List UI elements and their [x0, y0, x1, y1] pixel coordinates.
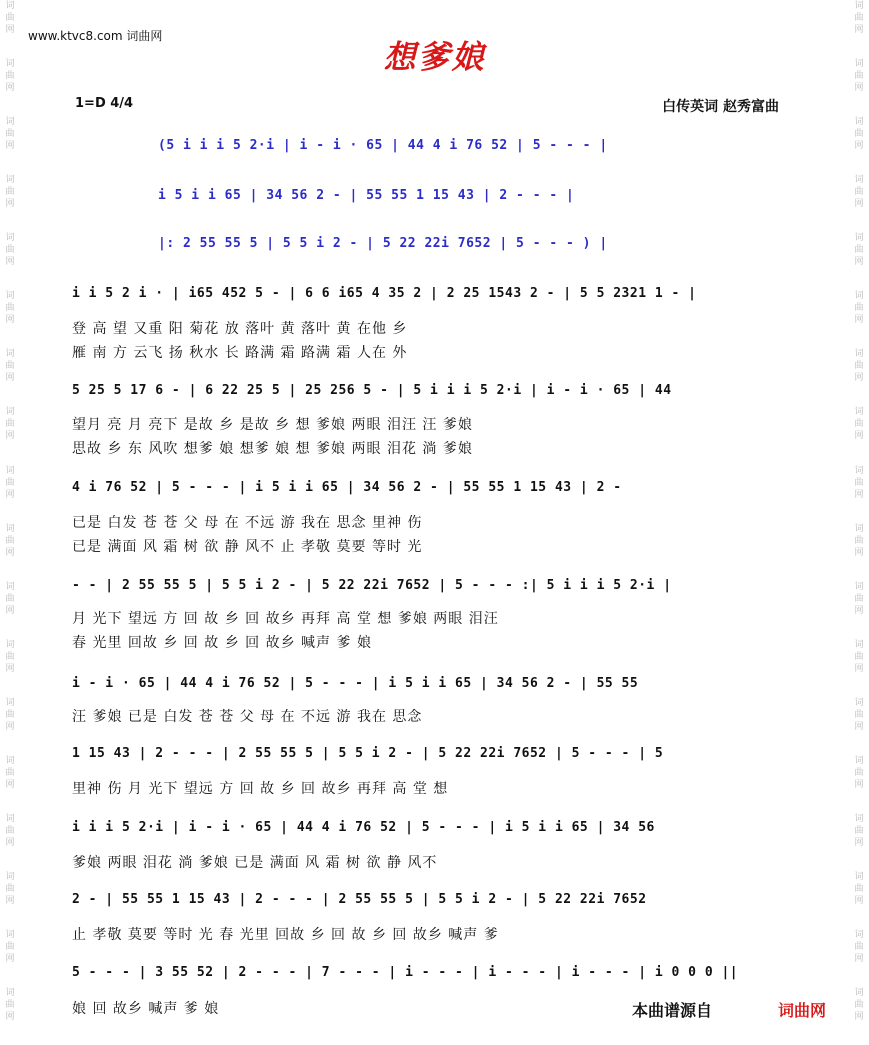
watermark-glyph: 网: [854, 315, 864, 326]
watermark-glyph: 曲: [5, 535, 15, 546]
lyrics-line: 春 光里 回故 乡 回 故 乡 回 故乡 喊声 爹 娘: [72, 635, 372, 651]
lyrics-line: 望月 亮 月 亮下 是故 乡 是故 乡 想 爹娘 两眼 泪汪 汪 爹娘: [72, 417, 473, 433]
lyrics-line: 雁 南 方 云飞 扬 秋水 长 路满 霜 路满 霜 人在 外: [72, 345, 408, 361]
watermark-glyph: 词: [5, 117, 15, 128]
watermark-glyph: 曲: [5, 651, 15, 662]
lyrics-line: 思故 乡 东 风吹 想爹 娘 想爹 娘 想 爹娘 两眼 泪花 淌 爹娘: [72, 441, 473, 457]
right-watermark-strip: [849, 0, 869, 1045]
watermark-glyph: 网: [5, 1012, 15, 1023]
watermark-glyph: 网: [854, 489, 864, 500]
lyrics-line: 登 高 望 又重 阳 菊花 放 落叶 黄 落叶 黄 在他 乡: [72, 321, 408, 337]
watermark-glyph: 曲: [5, 825, 15, 836]
watermark-glyph: 曲: [854, 535, 864, 546]
source-label: 本曲谱源自: [632, 1001, 713, 1020]
watermark-glyph: 词: [5, 755, 15, 766]
watermark-glyph: 网: [5, 199, 15, 210]
watermark-glyph: 词: [5, 407, 15, 418]
watermark-glyph: 词: [854, 349, 864, 360]
watermark-glyph: 网: [854, 373, 864, 384]
watermark-glyph: 曲: [854, 825, 864, 836]
watermark-glyph: 曲: [5, 709, 15, 720]
watermark-glyph: 网: [5, 257, 15, 268]
brand-logo-text[interactable]: 词曲网: [778, 1001, 827, 1020]
watermark-glyph: 词: [854, 871, 864, 882]
watermark-glyph: 曲: [5, 13, 15, 23]
notation-line: - - | 2 55 55 5 | 5 5 i 2 - | 5 22 22i 7652 | 5 - - - :| 5 i i i 5 2·i |: [72, 578, 672, 593]
watermark-glyph: 曲: [854, 419, 864, 430]
watermark-glyph: 曲: [854, 245, 864, 256]
watermark-glyph: 曲: [5, 187, 15, 198]
watermark-glyph: 网: [5, 954, 15, 964]
watermark-glyph: 曲: [5, 767, 15, 778]
watermark-glyph: 网: [5, 837, 15, 848]
watermark-glyph: 词: [854, 755, 864, 766]
watermark-glyph: 词: [5, 871, 15, 882]
lyrics-line: 已是 白发 苍 苍 父 母 在 不远 游 我在 思念 里神 伤: [72, 515, 423, 531]
watermark-glyph: 词: [5, 349, 15, 360]
watermark-glyph: 词: [854, 581, 864, 592]
notation-line: i i i 5 2·i | i - i · 65 | 44 4 i 76 52 | 5 - - - | i 5 i i 65 | 34 56: [72, 820, 655, 835]
watermark-glyph: 曲: [5, 942, 15, 952]
notation-line: i i 5 2 i · | i65 452 5 - | 6 6 i65 4 35 2 | 2 25 1543 2 - | 5 5 2321 1 - |: [72, 286, 697, 301]
lyrics-line: 汪 爹娘 已是 白发 苍 苍 父 母 在 不远 游 我在 思念: [72, 709, 423, 725]
watermark-glyph: 网: [854, 25, 864, 35]
notation-line: i - i · 65 | 44 4 i 76 52 | 5 - - - | i 5 i i 65 | 34 56 2 - | 55 55: [72, 676, 639, 691]
watermark-glyph: 词: [854, 233, 864, 244]
watermark-glyph: 网: [854, 547, 864, 558]
watermark-glyph: 曲: [5, 477, 15, 488]
watermark-glyph: 网: [5, 431, 15, 442]
lyrics-line: 止 孝敬 莫要 等时 光 春 光里 回故 乡 回 故 乡 回 故乡 喊声 爹: [72, 927, 499, 943]
watermark-glyph: 曲: [5, 71, 15, 82]
lyrics-line: 已是 满面 风 霜 树 欲 静 风不 止 孝敬 莫要 等时 光: [72, 539, 423, 555]
lyrics-line: 里神 伤 月 光下 望远 方 回 故 乡 回 故乡 再拜 高 堂 想: [72, 781, 449, 797]
watermark-glyph: 网: [5, 489, 15, 500]
watermark-glyph: 网: [854, 257, 864, 268]
watermark-glyph: 曲: [854, 13, 864, 23]
watermark-glyph: 词: [854, 59, 864, 70]
watermark-glyph: 词: [5, 1, 15, 11]
watermark-glyph: 词: [5, 988, 15, 999]
lyrics-line: 月 光下 望远 方 回 故 乡 回 故乡 再拜 高 堂 想 爹娘 两眼 泪汪: [72, 611, 499, 627]
watermark-glyph: 词: [5, 59, 15, 70]
watermark-glyph: 网: [854, 663, 864, 674]
watermark-glyph: 网: [5, 663, 15, 674]
watermark-glyph: 词: [854, 813, 864, 824]
song-title: 想爹娘: [383, 38, 486, 76]
watermark-glyph: 词: [854, 1, 864, 11]
song-authors: 白传英词 赵秀富曲: [662, 99, 779, 115]
left-watermark-strip: [0, 0, 20, 1045]
watermark-glyph: 曲: [5, 883, 15, 894]
watermark-glyph: 曲: [854, 187, 864, 198]
watermark-glyph: 曲: [5, 245, 15, 256]
watermark-glyph: 网: [854, 199, 864, 210]
watermark-glyph: 词: [854, 988, 864, 999]
watermark-glyph: 曲: [5, 361, 15, 372]
key-signature: 1=D 4/4: [75, 96, 134, 111]
watermark-glyph: 网: [854, 954, 864, 964]
watermark-glyph: 网: [5, 83, 15, 94]
watermark-glyph: 曲: [5, 593, 15, 604]
watermark-glyph: 词: [5, 697, 15, 708]
watermark-glyph: 网: [854, 721, 864, 732]
watermark-glyph: 网: [854, 431, 864, 442]
watermark-glyph: 网: [854, 141, 864, 152]
watermark-glyph: 曲: [854, 303, 864, 314]
watermark-glyph: 网: [854, 605, 864, 616]
watermark-glyph: 词: [854, 697, 864, 708]
intro-notation-line: i 5 i i 65 | 34 56 2 - | 55 55 1 15 43 | 2 - - - |: [158, 188, 575, 203]
watermark-glyph: 曲: [854, 129, 864, 140]
watermark-glyph: 曲: [854, 1000, 864, 1011]
watermark-glyph: 网: [5, 721, 15, 732]
site-url[interactable]: www.ktvc8.com 词曲网: [28, 29, 163, 43]
notation-line: 5 - - - | 3 55 52 | 2 - - - | 7 - - - | i - - - | i - - - | i - - - | i 0 0 0 ||: [72, 965, 739, 980]
watermark-glyph: 词: [854, 523, 864, 534]
watermark-glyph: 网: [854, 779, 864, 790]
watermark-glyph: 网: [5, 547, 15, 558]
lyrics-line: 娘 回 故乡 喊声 爹 娘: [72, 1001, 220, 1017]
watermark-glyph: 曲: [5, 303, 15, 314]
watermark-glyph: 曲: [5, 129, 15, 140]
watermark-glyph: 网: [854, 895, 864, 906]
watermark-glyph: 网: [5, 25, 15, 35]
watermark-glyph: 词: [5, 930, 15, 940]
watermark-glyph: 词: [5, 813, 15, 824]
watermark-glyph: 词: [5, 291, 15, 302]
intro-notation-line: |: 2 55 55 5 | 5 5 i 2 - | 5 22 22i 7652 | 5 - - - ) |: [158, 236, 608, 251]
watermark-glyph: 词: [854, 465, 864, 476]
watermark-glyph: 词: [5, 523, 15, 534]
intro-notation-line: (5 i i i 5 2·i | i - i · 65 | 44 4 i 76 52 | 5 - - - |: [158, 138, 608, 153]
watermark-glyph: 网: [5, 315, 15, 326]
watermark-glyph: 曲: [854, 709, 864, 720]
watermark-glyph: 词: [5, 233, 15, 244]
watermark-glyph: 词: [854, 117, 864, 128]
watermark-glyph: 词: [5, 465, 15, 476]
watermark-glyph: 曲: [854, 883, 864, 894]
watermark-glyph: 曲: [854, 71, 864, 82]
watermark-glyph: 曲: [5, 419, 15, 430]
watermark-glyph: 网: [854, 1012, 864, 1023]
notation-line: 1 15 43 | 2 - - - | 2 55 55 5 | 5 5 i 2 - | 5 22 22i 7652 | 5 - - - | 5: [72, 746, 664, 761]
watermark-glyph: 曲: [5, 1000, 15, 1011]
watermark-glyph: 网: [5, 373, 15, 384]
watermark-glyph: 词: [854, 175, 864, 186]
watermark-glyph: 网: [5, 141, 15, 152]
watermark-glyph: 词: [854, 407, 864, 418]
watermark-glyph: 词: [854, 291, 864, 302]
watermark-glyph: 词: [854, 639, 864, 650]
watermark-glyph: 词: [5, 639, 15, 650]
notation-line: 4 i 76 52 | 5 - - - | i 5 i i 65 | 34 56 2 - | 55 55 1 15 43 | 2 -: [72, 480, 622, 495]
watermark-glyph: 网: [5, 605, 15, 616]
watermark-glyph: 词: [854, 930, 864, 940]
lyrics-line: 爹娘 两眼 泪花 淌 爹娘 已是 满面 风 霜 树 欲 静 风不: [72, 855, 438, 871]
watermark-glyph: 曲: [854, 477, 864, 488]
watermark-glyph: 网: [5, 779, 15, 790]
watermark-glyph: 曲: [854, 767, 864, 778]
watermark-glyph: 网: [854, 83, 864, 94]
watermark-glyph: 词: [5, 175, 15, 186]
watermark-glyph: 网: [854, 837, 864, 848]
watermark-glyph: 词: [5, 581, 15, 592]
watermark-glyph: 曲: [854, 361, 864, 372]
watermark-glyph: 曲: [854, 593, 864, 604]
notation-line: 5 25 5 17 6 - | 6 22 25 5 | 25 256 5 - | 5 i i i 5 2·i | i - i · 65 | 44: [72, 383, 672, 398]
watermark-glyph: 网: [5, 895, 15, 906]
watermark-glyph: 曲: [854, 651, 864, 662]
watermark-glyph: 曲: [854, 942, 864, 952]
notation-line: 2 - | 55 55 1 15 43 | 2 - - - | 2 55 55 5 | 5 5 i 2 - | 5 22 22i 7652: [72, 892, 647, 907]
